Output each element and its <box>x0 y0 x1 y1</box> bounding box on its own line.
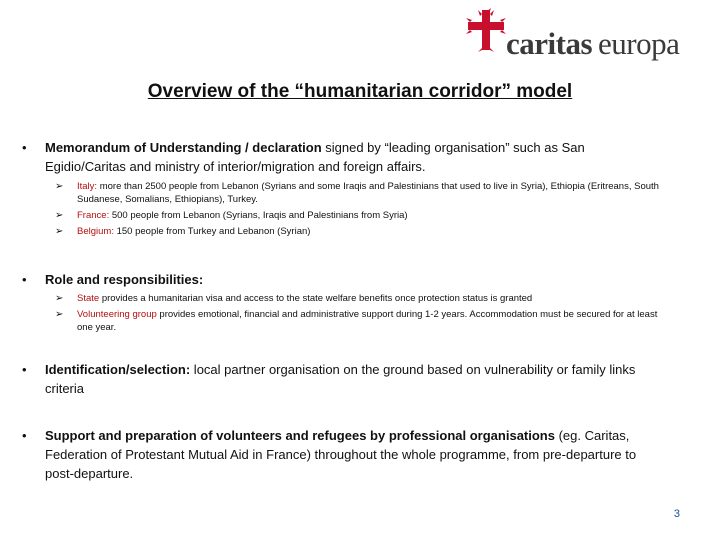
section-main-text <box>45 270 665 289</box>
bullet-marker: • <box>22 428 27 443</box>
sub-item-state <box>55 292 670 305</box>
section-text: signed by “leading organisation” such as San Egidio/Caritas and ministry of interior/migration and foreign affairs. <box>45 140 585 174</box>
arrow-bullet-icon: ➢ <box>55 309 64 320</box>
sub-lead: Volunteering group <box>77 309 157 320</box>
sub-text: 500 people from Lebanon (Syrians, Iraqis and Palestinians from Syria) <box>109 210 408 221</box>
sub-text: provides emotional, financial and administrative support during 1-2 years. Accommodation must be secured for at least one year. <box>77 309 658 333</box>
page-number: 3 <box>673 508 680 520</box>
sub-text: 150 people from Turkey and Lebanon (Syrian) <box>113 226 311 237</box>
section-lead: Role and responsibilities: <box>45 272 204 287</box>
section-lead: Identification/selection: <box>45 362 191 377</box>
sub-text: provides a humanitarian visa and access to the state welfare benefits once protection status is granted <box>99 293 533 304</box>
section-main-text <box>45 138 665 176</box>
sub-list <box>55 180 670 241</box>
caritas-cross-flame-icon <box>466 8 506 52</box>
slide-title: Overview of the “humanitarian corridor” model <box>147 81 573 102</box>
sub-item-france <box>55 209 670 222</box>
sub-list <box>55 292 670 337</box>
sub-lead: Belgium: <box>77 226 114 237</box>
bullet-marker: • <box>22 362 27 377</box>
section-text: local partner organisation on the ground based on vulnerability or family links criteria <box>45 362 636 396</box>
sub-item-volunteering <box>55 308 670 334</box>
sub-item-belgium <box>55 225 670 238</box>
section-main-text <box>45 426 665 483</box>
arrow-bullet-icon: ➢ <box>55 210 64 221</box>
arrow-bullet-icon: ➢ <box>55 181 64 192</box>
section-lead: Memorandum of Understanding / declaration <box>45 140 322 155</box>
sub-item-italy <box>55 180 670 206</box>
section-text: (eg. Caritas, Federation of Protestant Mutual Aid in France) throughout the whole programme, from pre-departure to post-departure. <box>45 428 637 481</box>
logo-word-caritas: caritas <box>506 26 593 61</box>
bullet-marker: • <box>22 140 27 155</box>
caritas-europa-logo <box>466 8 716 70</box>
sub-text: more than 2500 people from Lebanon (Syrians and some Iraqis and Palestinians that used to live in Syria), Ethiopia (Eritreans, South Sudanese, Somalians, Ethiopians), Turkey. <box>77 181 659 205</box>
logo-word-europa: europa <box>598 26 680 61</box>
arrow-bullet-icon: ➢ <box>55 226 64 237</box>
sub-lead: State <box>77 293 100 304</box>
sub-lead: Italy: <box>77 181 98 192</box>
sub-lead: France: <box>77 210 110 221</box>
arrow-bullet-icon: ➢ <box>55 293 64 304</box>
bullet-marker: • <box>22 272 27 287</box>
section-main-text <box>45 360 665 398</box>
section-lead: Support and preparation of volunteers and refugees by professional organisations <box>45 428 555 443</box>
